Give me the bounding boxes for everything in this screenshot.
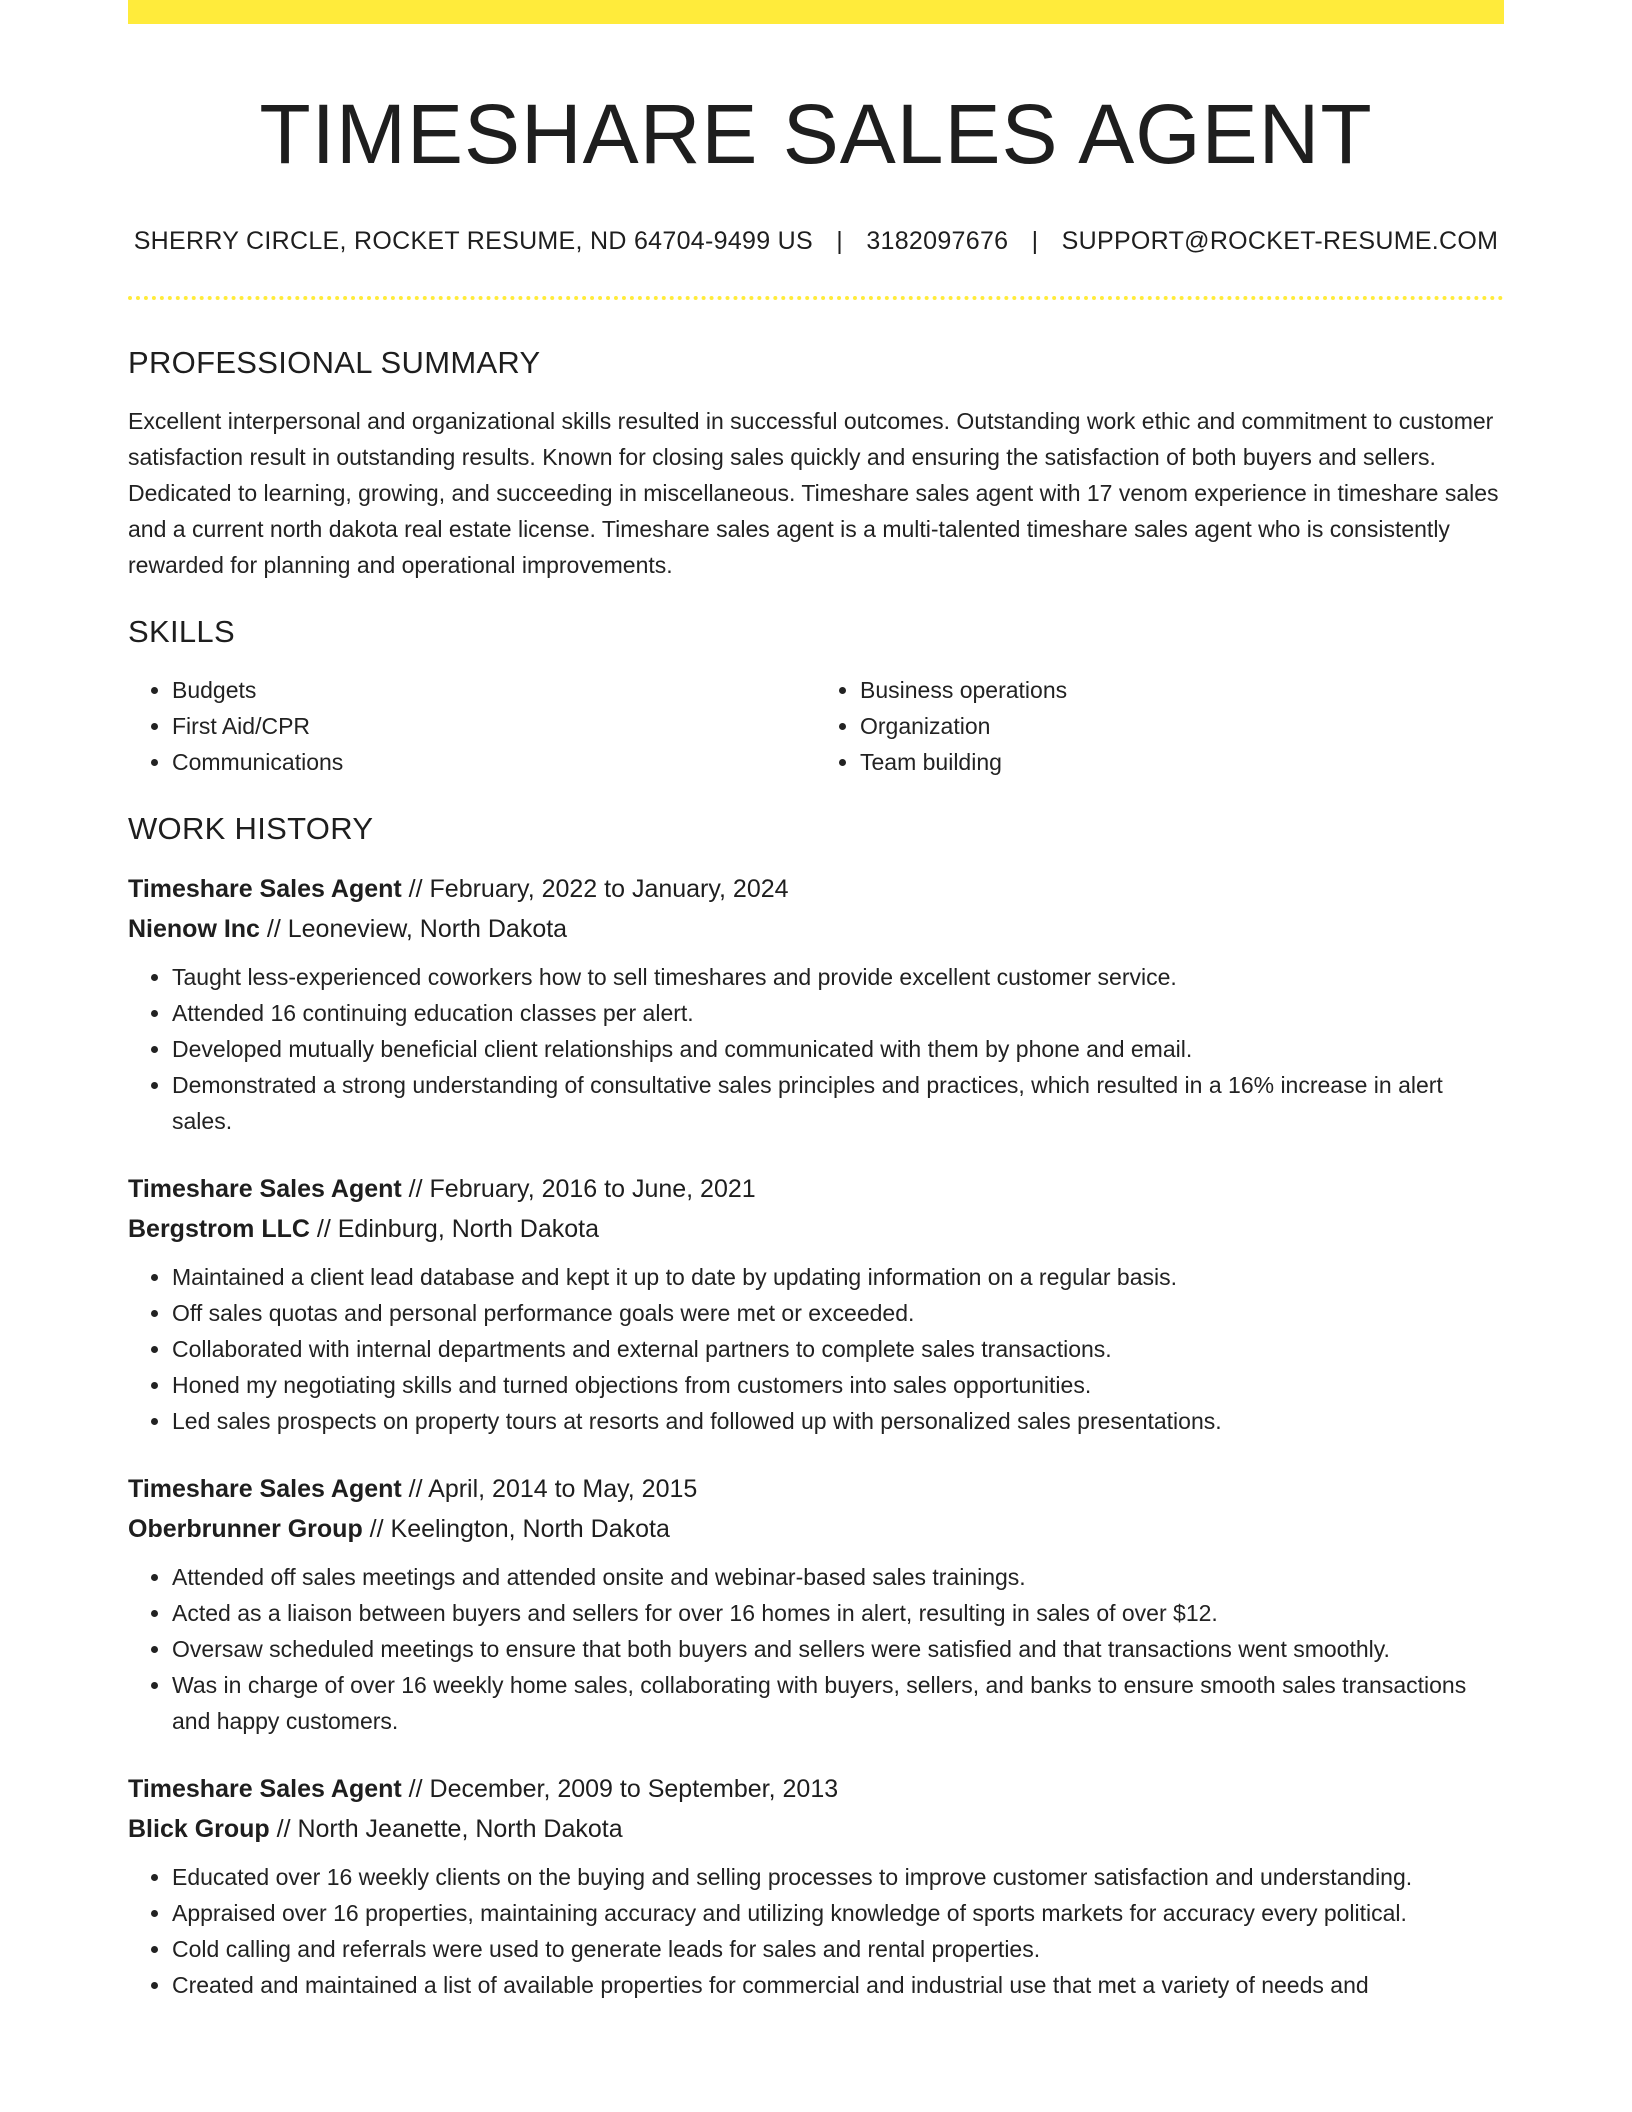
job-company: Nienow Inc — [128, 915, 260, 944]
resume-page — [128, 0, 1504, 2003]
contact-line — [128, 227, 1504, 256]
job-role: Timeshare Sales Agent — [128, 875, 402, 904]
job-bullet: • Led sales prospects on property tours at resorts and followed up with personalized sales presentations. — [172, 1403, 1504, 1439]
job-bullet: • Attended 16 continuing education classes per alert. — [172, 995, 1504, 1031]
job-bullet: • Demonstrated a strong understanding of consultative sales principles and practices, which resulted in a 16% increase in alert sales. — [172, 1067, 1504, 1139]
job-dates: // April, 2014 to May, 2015 — [401, 1475, 698, 1504]
job-company-line — [128, 1509, 1504, 1549]
job-location: // North Jeanette, North Dakota — [269, 1815, 623, 1844]
job-bullet: • Developed mutually beneficial client relationships and communicated with them by phone and email. — [172, 1031, 1504, 1067]
job-bullet: • Created and maintained a list of available properties for commercial and industrial use that met a variety of needs and — [172, 1967, 1504, 2003]
skill-item: • Communications — [172, 744, 816, 780]
job-entry — [128, 869, 1504, 1139]
job-bullet: • Maintained a client lead database and kept it up to date by updating information on a regular basis. — [172, 1259, 1504, 1295]
skill-item: • Organization — [860, 708, 1504, 744]
job-entry — [128, 1769, 1504, 2003]
job-bullet: • Educated over 16 weekly clients on the buying and selling processes to improve customer satisfaction and understanding. — [172, 1859, 1504, 1895]
job-entry — [128, 1469, 1504, 1739]
skills-column-right — [816, 672, 1504, 780]
skill-item: • Team building — [860, 744, 1504, 780]
job-title-line — [128, 1469, 1504, 1509]
job-dates: // February, 2016 to June, 2021 — [401, 1175, 756, 1204]
summary-heading: PROFESSIONAL SUMMARY — [128, 344, 541, 380]
skill-item: • Budgets — [172, 672, 816, 708]
job-bullet: • Cold calling and referrals were used to generate leads for sales and rental properties. — [172, 1931, 1504, 1967]
job-title-line — [128, 1769, 1504, 1809]
job-bullet: • Attended off sales meetings and attended onsite and webinar-based sales trainings. — [172, 1559, 1504, 1595]
job-role: Timeshare Sales Agent — [128, 1475, 402, 1504]
accent-bar — [128, 0, 1504, 24]
job-company-line — [128, 1209, 1504, 1249]
work-history-heading: WORK HISTORY — [128, 811, 374, 847]
job-dates: // December, 2009 to September, 2013 — [401, 1775, 839, 1804]
job-title-line — [128, 869, 1504, 909]
email: SUPPORT@ROCKET-RESUME.COM — [1061, 226, 1499, 255]
page-title: TIMESHARE SALES AGENT — [259, 87, 1373, 181]
address: SHERRY CIRCLE, ROCKET RESUME, ND 64704-9499 US — [133, 226, 814, 255]
job-company: Oberbrunner Group — [128, 1515, 363, 1544]
job-bullet: • Was in charge of over 16 weekly home sales, collaborating with buyers, sellers, and banks to ensure smooth sales transactions and happy customers. — [172, 1667, 1504, 1739]
dotted-divider — [128, 296, 1504, 300]
job-bullet: • Off sales quotas and personal performance goals were met or exceeded. — [172, 1295, 1504, 1331]
job-bullet: • Taught less-experienced coworkers how to sell timeshares and provide excellent customer service. — [172, 959, 1504, 995]
job-role: Timeshare Sales Agent — [128, 1175, 402, 1204]
job-location: // Edinburg, North Dakota — [309, 1215, 600, 1244]
job-company-line — [128, 909, 1504, 949]
job-location: // Leoneview, North Dakota — [259, 915, 568, 944]
skills-column-left — [128, 672, 816, 780]
job-bullet: • Appraised over 16 properties, maintaining accuracy and utilizing knowledge of sports markets for accuracy every political. — [172, 1895, 1504, 1931]
job-company: Blick Group — [128, 1815, 270, 1844]
job-entry — [128, 1169, 1504, 1439]
job-bullet: • Oversaw scheduled meetings to ensure that both buyers and sellers were satisfied and that transactions went smoothly. — [172, 1631, 1504, 1667]
job-location: // Keelington, North Dakota — [362, 1515, 670, 1544]
job-bullets — [128, 1859, 1504, 2003]
job-bullets — [128, 959, 1504, 1139]
summary-text: Excellent interpersonal and organizational skills resulted in successful outcomes. Outstanding work ethic and commitment to customer satisfaction result in outstanding results. Known for closing sales quickly and ensuring the satisfaction of both buyers and sellers. Dedicated to learning, growing, and succeeding in miscellaneous. Timeshare sales agent with 17 venom experience in timeshare sales and a current north dakota real estate license. Timeshare sales agent is a multi-talented timeshare sales agent who is consistently rewarded for planning and operational improvements. — [128, 407, 1499, 578]
job-dates: // February, 2022 to January, 2024 — [401, 875, 789, 904]
phone: 3182097676 — [866, 226, 1009, 255]
job-title-line — [128, 1169, 1504, 1209]
job-role: Timeshare Sales Agent — [128, 1775, 402, 1804]
job-bullet: • Acted as a liaison between buyers and sellers for over 16 homes in alert, resulting in sales of over $12. — [172, 1595, 1504, 1631]
job-bullets — [128, 1259, 1504, 1439]
skill-item: • First Aid/CPR — [172, 708, 816, 744]
job-bullet: • Collaborated with internal departments and external partners to complete sales transactions. — [172, 1331, 1504, 1367]
job-company-line — [128, 1809, 1504, 1849]
job-bullets — [128, 1559, 1504, 1739]
skills-heading: SKILLS — [128, 613, 235, 649]
skills-list — [128, 672, 1504, 780]
job-bullet: • Honed my negotiating skills and turned objections from customers into sales opportunities. — [172, 1367, 1504, 1403]
job-company: Bergstrom LLC — [128, 1215, 310, 1244]
contact-separator: | — [836, 226, 844, 255]
skill-item: • Business operations — [860, 672, 1504, 708]
contact-separator: | — [1031, 226, 1039, 255]
